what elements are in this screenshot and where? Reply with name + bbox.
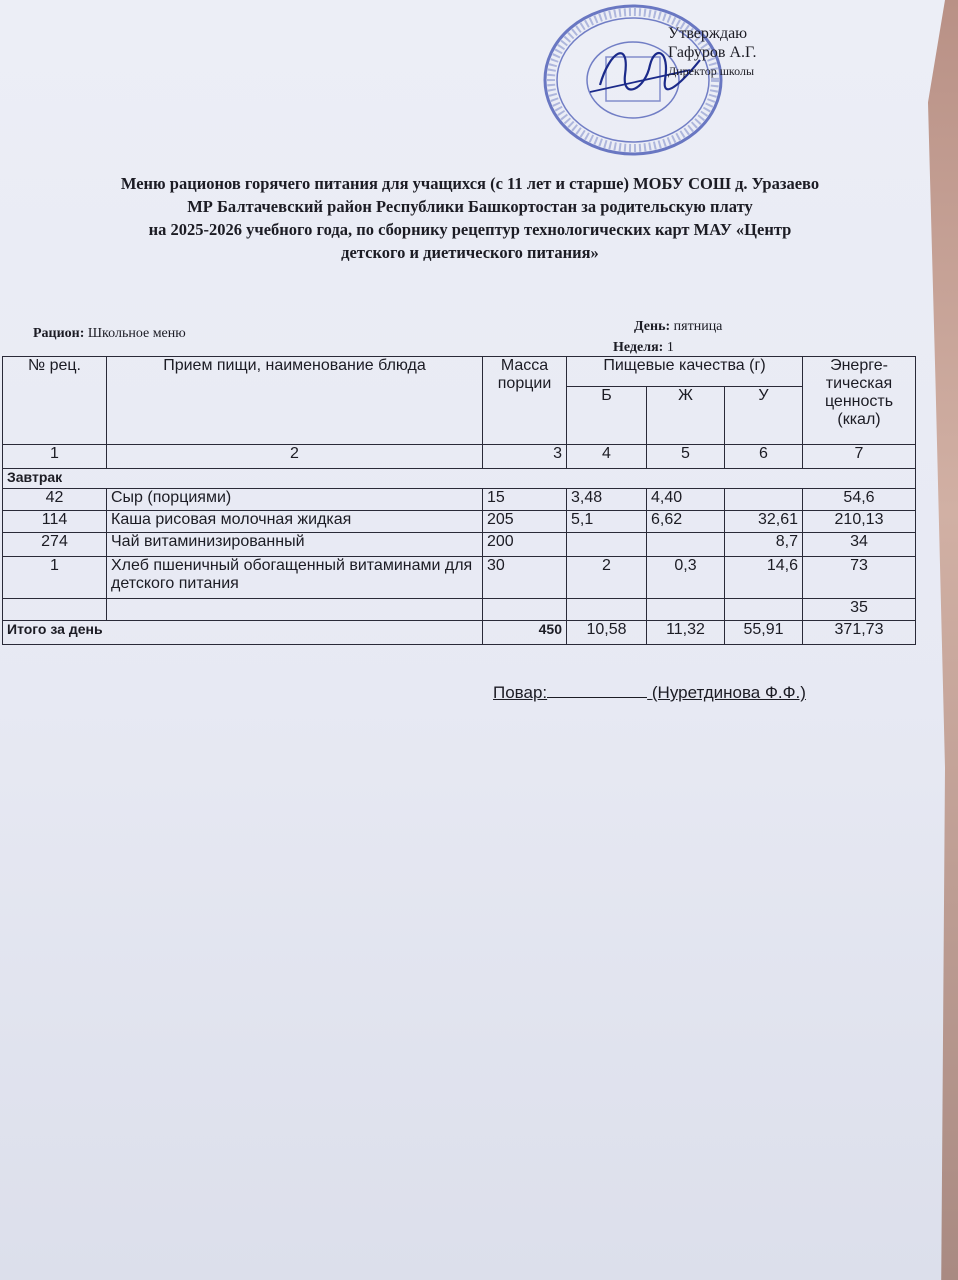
title-line: детского и диетического питания» xyxy=(341,243,599,262)
fat-value: 0,3 xyxy=(647,557,725,599)
portion-mass: 205 xyxy=(483,511,567,533)
dish-name: Чай витаминизированный xyxy=(107,533,483,557)
week-info xyxy=(613,340,674,356)
recipe-number: 42 xyxy=(3,489,107,511)
cook-label: Повар: xyxy=(493,683,548,702)
header-nutrition: Пищевые качества (г) xyxy=(567,357,803,387)
section-breakfast: Завтрак xyxy=(3,469,916,489)
fat-value: 6,62 xyxy=(647,511,725,533)
week-label: Неделя: xyxy=(613,340,664,355)
recipe-number: 1 xyxy=(3,557,107,599)
cook-name: (Нуретдинова Ф.Ф.) xyxy=(651,683,806,702)
day-label: День: xyxy=(634,319,671,334)
energy-value: 34 xyxy=(803,533,916,557)
week-value: 1 xyxy=(666,340,674,355)
col-number: 6 xyxy=(725,445,803,469)
col-number: 3 xyxy=(483,445,567,469)
fat-value: 4,40 xyxy=(647,489,725,511)
energy-value: 35 xyxy=(803,599,916,621)
menu-table xyxy=(2,356,916,645)
dish-name: Каша рисовая молочная жидкая xyxy=(107,511,483,533)
header-recipe-number: № рец. xyxy=(3,357,107,445)
col-number: 2 xyxy=(107,445,483,469)
portion-mass: 30 xyxy=(483,557,567,599)
recipe-number: 114 xyxy=(3,511,107,533)
total-carbs: 55,91 xyxy=(725,621,803,645)
day-info xyxy=(634,319,722,335)
signature-line xyxy=(547,697,647,698)
energy-value: 54,6 xyxy=(803,489,916,511)
header-carbs: У xyxy=(725,387,803,445)
total-protein: 10,58 xyxy=(567,621,647,645)
column-number-row xyxy=(3,445,916,469)
header-dish-name: Прием пищи, наименование блюда xyxy=(107,357,483,445)
col-number: 4 xyxy=(567,445,647,469)
approve-text: Утверждаю xyxy=(668,25,748,42)
col-number: 7 xyxy=(803,445,916,469)
director-name: Гафуров А.Г. xyxy=(668,44,757,61)
total-row xyxy=(3,621,916,645)
portion-mass: 200 xyxy=(483,533,567,557)
table-row xyxy=(3,599,916,621)
table-row xyxy=(3,533,916,557)
ration-value: Школьное меню xyxy=(87,326,186,341)
carbs-value: 14,6 xyxy=(725,557,803,599)
protein-value: 2 xyxy=(567,557,647,599)
portion-mass xyxy=(483,599,567,621)
dish-name xyxy=(107,599,483,621)
day-value: пятница xyxy=(673,319,723,334)
ration-info xyxy=(33,326,186,342)
dish-name: Сыр (порциями) xyxy=(107,489,483,511)
title-line: МР Балтачевский район Республики Башкортостан за родительскую плату xyxy=(187,197,753,216)
col-number: 5 xyxy=(647,445,725,469)
section-row xyxy=(3,469,916,489)
portion-mass: 15 xyxy=(483,489,567,511)
title-line: Меню рационов горячего питания для учащихся (с 11 лет и старше) МОБУ СОШ д. Уразаево xyxy=(120,174,820,193)
energy-value: 73 xyxy=(803,557,916,599)
dish-name: Хлеб пшеничный обогащенный витаминами для детского питания xyxy=(107,557,483,599)
table-row xyxy=(3,511,916,533)
ration-label: Рацион: xyxy=(33,326,85,341)
fat-value xyxy=(647,599,725,621)
table-row xyxy=(3,489,916,511)
header-protein: Б xyxy=(567,387,647,445)
protein-value xyxy=(567,599,647,621)
carbs-value: 8,7 xyxy=(725,533,803,557)
col-number: 1 xyxy=(3,445,107,469)
table-row xyxy=(3,557,916,599)
carbs-value: 32,61 xyxy=(725,511,803,533)
fat-value xyxy=(647,533,725,557)
cook-signature xyxy=(493,683,806,703)
protein-value xyxy=(567,533,647,557)
carbs-value xyxy=(725,599,803,621)
total-fat: 11,32 xyxy=(647,621,725,645)
energy-value: 210,13 xyxy=(803,511,916,533)
total-energy: 371,73 xyxy=(803,621,916,645)
protein-value: 5,1 xyxy=(567,511,647,533)
header-energy: Энерге-тическая ценность (ккал) xyxy=(803,357,916,445)
approval-block xyxy=(668,24,756,81)
protein-value: 3,48 xyxy=(567,489,647,511)
recipe-number xyxy=(3,599,107,621)
total-label: Итого за день xyxy=(3,621,483,645)
director-position: Директор школы xyxy=(668,64,755,78)
document-title xyxy=(30,172,910,264)
title-line: на 2025-2026 учебного года, по сборнику рецептур технологических карт МАУ «Центр xyxy=(148,220,792,239)
total-mass: 450 xyxy=(483,621,567,645)
header-fat: Ж xyxy=(647,387,725,445)
header-portion-mass: Масса порции xyxy=(483,357,567,445)
carbs-value xyxy=(725,489,803,511)
recipe-number: 274 xyxy=(3,533,107,557)
